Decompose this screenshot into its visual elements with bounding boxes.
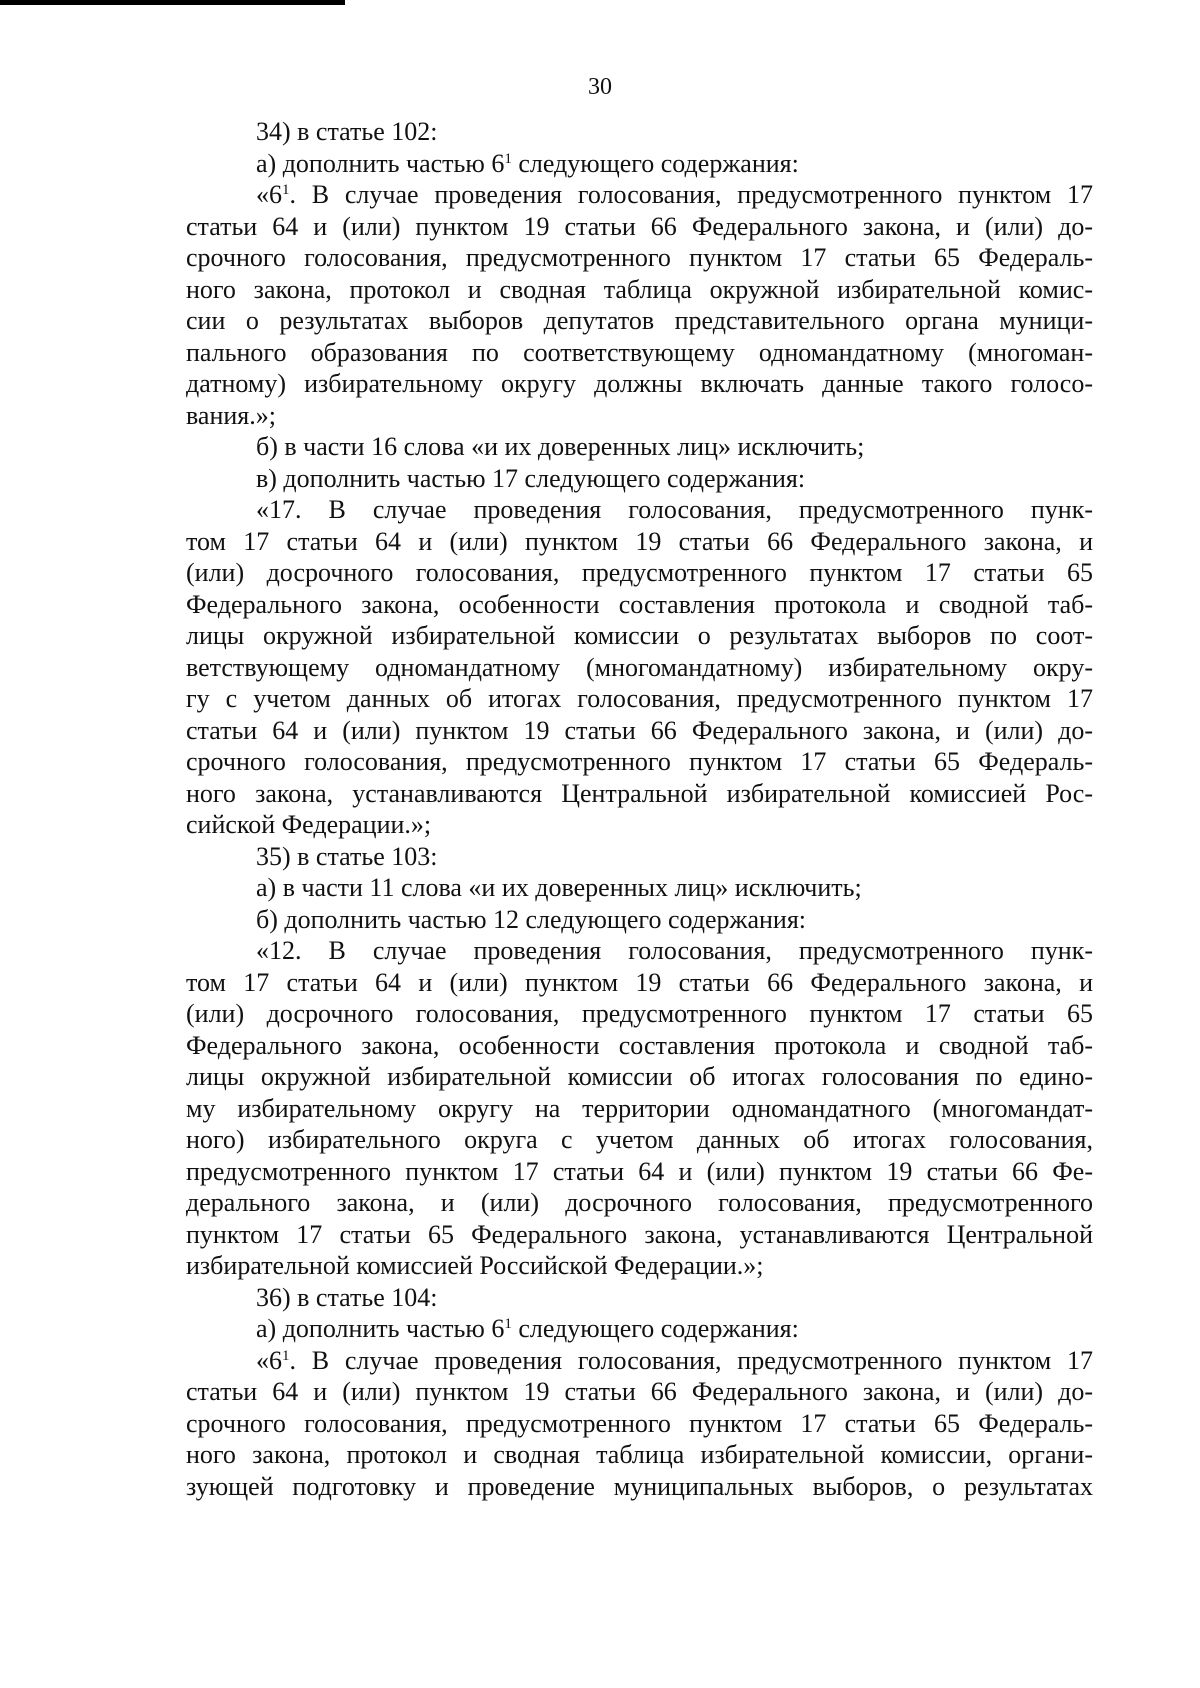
text-line: статьи 64 и (или) пунктом 19 статьи 66 Федерального закона, и (или) до- — [186, 715, 1093, 745]
text-segment: следующего содержания: — [511, 1314, 799, 1343]
text-line: «12. В случае проведения голосования, предусмотренного пунк- — [256, 936, 1093, 965]
text-line: избирательной комиссией Российской Федерации.»; — [186, 1251, 764, 1280]
text-segment: следующего содержания: — [511, 148, 799, 178]
text-segment: «6 — [256, 1345, 282, 1375]
text-line — [186, 179, 1093, 211]
scan-edge-rule — [0, 0, 345, 5]
text-segment: а) дополнить частью 6 — [256, 1314, 505, 1343]
text-line: вания.»; — [186, 400, 276, 430]
text-line: лицы окружной избирательной комиссии об итогах голосования по едино- — [186, 1062, 1093, 1091]
text-segment: «6 — [256, 180, 282, 209]
text-line: Федерального закона, особенности составления протокола и сводной таб- — [186, 1030, 1093, 1060]
text-line: гу с учетом данных об итогах голосования, предусмотренного пунктом 17 — [186, 684, 1093, 713]
text-line: дерального закона, и (или) досрочного голосования, предусмотренного — [186, 1188, 1093, 1217]
text-line: 35) в статье 103: — [256, 841, 438, 871]
text-line: срочного голосования, предусмотренного пунктом 17 статьи 65 Федераль- — [186, 1408, 1093, 1438]
text-line: пального образования по соответствующему одномандатному (многоман- — [186, 337, 1093, 367]
text-line: б) дополнить частью 12 следующего содержания: — [256, 904, 807, 934]
superscript: 1 — [504, 150, 512, 167]
text-line: пунктом 17 статьи 65 Федерального закона, устанавливаются Центральной — [186, 1219, 1093, 1249]
text-line: предусмотренного пунктом 17 статьи 64 и (или) пунктом 19 статьи 66 Фе- — [186, 1156, 1093, 1186]
text-line: ного) избирательного округа с учетом данных об итогах голосования, — [186, 1125, 1093, 1154]
text-line: му избирательному округу на территории одномандатного (многомандат- — [186, 1093, 1093, 1123]
superscript: 1 — [504, 1316, 512, 1332]
text-line: 36) в статье 104: — [256, 1282, 438, 1312]
text-line: (или) досрочного голосования, предусмотренного пунктом 17 статьи 65 — [186, 999, 1093, 1028]
text-line: «17. В случае проведения голосования, предусмотренного пунк- — [256, 495, 1093, 524]
superscript: 1 — [282, 1347, 290, 1364]
text-line: том 17 статьи 64 и (или) пунктом 19 статьи 66 Федерального закона, и — [186, 967, 1093, 997]
text-line: сии о результатах выборов депутатов представительного органа муници- — [186, 306, 1093, 335]
text-line: датному) избирательному округу должны включать данные такого голосо- — [186, 369, 1093, 398]
text-line: Федерального закона, особенности составления протокола и сводной таб- — [186, 589, 1093, 619]
text-line: статьи 64 и (или) пунктом 19 статьи 66 Федерального закона, и (или) до- — [186, 1377, 1093, 1406]
superscript: 1 — [282, 182, 290, 198]
text-line: б) в части 16 слова «и их доверенных лиц» исключить; — [256, 432, 865, 461]
text-line: (или) досрочного голосования, предусмотренного пунктом 17 статьи 65 — [186, 558, 1093, 587]
text-line: срочного голосования, предусмотренного пунктом 17 статьи 65 Федераль- — [186, 747, 1093, 776]
text-line: ного закона, протокол и сводная таблица избирательной комиссии, органи- — [186, 1440, 1093, 1469]
text-line: а) в части 11 слова «и их доверенных лиц» исключить; — [256, 873, 862, 902]
text-line: сийской Федерации.»; — [186, 810, 432, 839]
text-segment: . В случае проведения голосования, предусмотренного пунктом 17 — [289, 180, 1093, 209]
text-line: том 17 статьи 64 и (или) пунктом 19 статьи 66 Федерального закона, и — [186, 526, 1093, 556]
text-segment: . В случае проведения голосования, предусмотренного пунктом 17 — [289, 1345, 1093, 1375]
text-line: ного закона, протокол и сводная таблица окружной избирательной комис- — [186, 274, 1093, 304]
text-line: ветствующему одномандатному (многомандатному) избирательному окру- — [186, 652, 1093, 682]
text-line: зующей подготовку и проведение муниципальных выборов, о результатах — [186, 1471, 1093, 1501]
text-line — [186, 1313, 1093, 1345]
text-line: в) дополнить частью 17 следующего содержания: — [256, 463, 806, 493]
text-line: ного закона, устанавливаются Центральной избирательной комиссией Рос- — [186, 778, 1093, 808]
text-line: 34) в статье 102: — [256, 117, 438, 146]
text-line — [186, 148, 1093, 180]
text-segment: а) дополнить частью 6 — [256, 148, 505, 178]
page-number: 30 — [588, 74, 612, 100]
text-line — [186, 1345, 1093, 1377]
text-line: срочного голосования, предусмотренного пунктом 17 статьи 65 Федераль- — [186, 243, 1093, 272]
text-line: статьи 64 и (или) пунктом 19 статьи 66 Федерального закона, и (или) до- — [186, 211, 1093, 241]
document-body — [186, 116, 1093, 1502]
text-line: лицы окружной избирательной комиссии о результатах выборов по соот- — [186, 621, 1093, 650]
